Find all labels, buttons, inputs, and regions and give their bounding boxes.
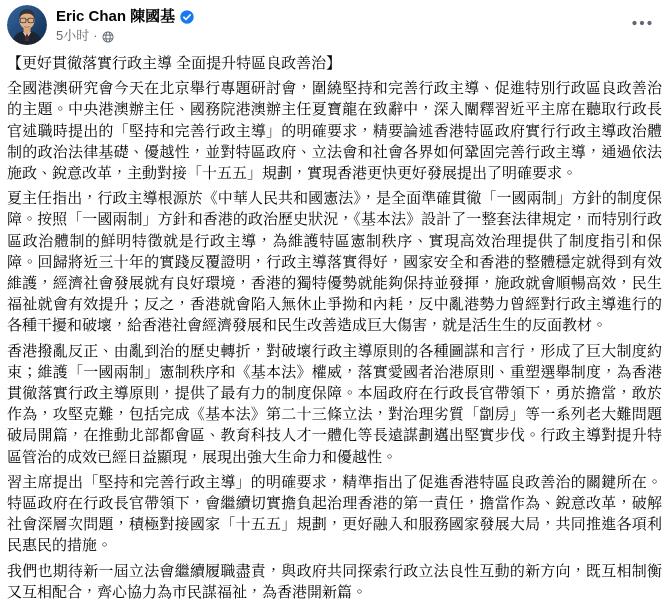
- post-title: 【更好貫徹落實行政主導 全面提升特區良政善治】: [7, 55, 342, 72]
- timestamp[interactable]: 5小时: [56, 28, 90, 43]
- post-paragraph-5: 我們也期待新一屆立法會繼續履職盡責，與政府共同探索行政立法良性互動的新方向，既互相制衡又互相配合，齊心協力為市民謀福祉，為香港開新篇。: [7, 562, 662, 601]
- post-paragraph-2: 夏主任指出，行政主導根源於《中華人民共和國憲法》，是全面準確貫徹「一國兩制」方針的制度保障。按照「一國兩制」方針和香港的政治歷史狀況，《基本法》設計了一整套法律規定，而特別行政區政治體制的鮮明特徵就是行政主導，為維護特區憲制秩序、實現高效治理提供了制度指引和保障。回歸將近三十年的實踐反覆證明，行政主導落實得好，國家安全和香港的整體穩定就得到有效維護，經濟社會發展就有良好環境，香港的獨特優勢就能夠保持並發揮，施政就會順暢高效，民生福祉就會有效提升；反之，香港就會陷入無休止爭拗和內耗，反中亂港勢力曾經對行政主導進行的各種干擾和破壞，給香港社會經濟發展和民生改善造成巨大傷害，就是活生生的反面教材。: [7, 190, 662, 335]
- post-paragraph-4: 習主席提出「堅持和完善行政主導」的明確要求，精準指出了促進香港特區良政善治的關鍵所在。特區政府在行政長官帶領下，會繼續切實擔負起治理香港的第一責任，擔當作為、銳意改革，破解社會深層次問題，積極對接國家「十五五」規劃，更好融入和服務國家發展大局，共同推進各項利民惠民的措施。: [7, 473, 662, 555]
- author-name[interactable]: Eric Chan 陳國基: [56, 8, 176, 25]
- more-options-button[interactable]: [627, 13, 657, 33]
- post-content: [0, 45, 669, 603]
- meta-separator: ·: [93, 28, 98, 43]
- author-line: [56, 7, 619, 26]
- post-paragraph-1: 全國港澳研究會今天在北京舉行專題研討會，圍繞堅持和完善行政主導、促進特別行政區良政善治的主題。中央港澳辦主任、國務院港澳辦主任夏寶龍在致辭中，深入闡釋習近平主席在聽取行政長官述職時提出的「堅持和完善行政主導」的明確要求，精要論述香港特區政府實行行政主導政治體制的政治法律基礎、優越性，並對特區政府、立法會和社會各界如何鞏固完善行政主導，通過依法施政、銳意改革，主動對接「十五五」規劃，實現香港更快更好發展提出了明確要求。: [7, 80, 662, 183]
- post-paragraph-3: 香港撥亂反正、由亂到治的歷史轉折，對破壞行政主導原則的各種圖謀和言行，形成了巨大制度約束；維護「一國兩制」憲制秩序和《基本法》權威，落實愛國者治港原則、重塑選舉制度，為香港貫徹落實行政主導原則，提供了最有力的制度保障。本屆政府在行政長官帶領下，勇於擔當，敢於作為，攻堅克難，包括完成《基本法》第二十三條立法，對治理劣質「劏房」等一系列老大難問題破局開篇，在推動北部都會區、教育科技人才一體化等長遠謀劃邁出堅實步伐。行政主導對提升特區管治的成效已經日益顯現，展現出強大生命力和優越性。: [7, 342, 662, 466]
- header-info: [56, 5, 619, 44]
- post-header: [0, 0, 669, 45]
- verified-badge-icon: [180, 10, 194, 24]
- avatar[interactable]: [7, 5, 47, 45]
- ellipsis-icon: [631, 17, 653, 29]
- globe-icon: [102, 31, 114, 43]
- avatar-image: [7, 5, 47, 45]
- post-meta: [56, 28, 619, 44]
